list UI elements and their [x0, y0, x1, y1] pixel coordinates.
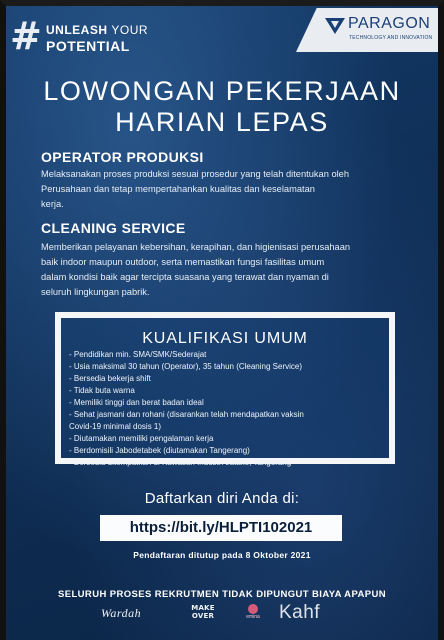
- qualifications-title: KUALIFIKASI UMUM: [142, 330, 308, 347]
- qualification-item: - Diutamakan memiliki pengalaman kerja: [69, 434, 214, 443]
- title-line1: LOWONGAN PEKERJAAN: [43, 76, 401, 106]
- operator-line: kerja.: [41, 199, 64, 209]
- brand-subtitle: TECHNOLOGY AND INNOVATION: [349, 35, 433, 41]
- qualification-item: - Sehat jasmani dan rohani (disarankan telah mendapatkan vaksin: [69, 410, 304, 419]
- registration-deadline: Pendaftaran ditutup pada 8 Oktober 2021: [133, 550, 311, 560]
- make-over-word2: OVER: [191, 612, 215, 620]
- kahf-logo: Kahf: [279, 602, 321, 623]
- qualification-item: - Bersedia bekerja shift: [69, 374, 151, 383]
- operator-heading: OPERATOR PRODUKSI: [41, 149, 204, 165]
- operator-line: Melaksanakan proses produksi sesuai prosedur yang telah ditentukan oleh: [41, 169, 350, 179]
- qualification-item: - Tidak buta warna: [69, 386, 135, 395]
- brand-name: PARAGON: [348, 15, 431, 32]
- make-over-logo: [188, 604, 218, 620]
- wardah-logo: Wardah: [101, 606, 142, 620]
- qualifications-list: [69, 349, 389, 469]
- qualification-item: - Usia maksimal 30 tahun (Operator), 35 tahun (Cleaning Service): [69, 362, 302, 371]
- cleaning-line: seluruh lingkungan pabrik.: [41, 287, 150, 297]
- qualification-item: - Bersedia ditempatkan di Kawasan Industri Jatake, Tangerang: [69, 458, 292, 467]
- qualification-item: - Pendidikan min. SMA/SMK/Sederajat: [69, 350, 207, 359]
- tagline-bold: UNLEASH: [46, 23, 108, 37]
- operator-description: [41, 167, 411, 212]
- registration-link-box[interactable]: [100, 515, 342, 541]
- registration-cta: Daftarkan diri Anda di:: [144, 490, 300, 507]
- tagline-line1: [46, 23, 148, 37]
- paragon-logo-icon: [325, 18, 345, 34]
- cleaning-line: dalam kondisi baik agar tercipta suasana yang terawat dan nyaman di: [41, 272, 329, 282]
- emina-word: emina: [246, 614, 260, 620]
- qualification-item: - Berdomisili Jabodetabek (diutamakan Tangerang): [69, 446, 250, 455]
- hashtag-icon: #: [10, 14, 42, 58]
- tagline: [46, 23, 148, 55]
- tagline-light: YOUR: [111, 23, 149, 37]
- emina-logo: [240, 604, 266, 621]
- cleaning-heading: CLEANING SERVICE: [41, 220, 186, 236]
- footer-note: SELURUH PROSES REKRUTMEN TIDAK DIPUNGUT BIAYA APAPUN: [58, 589, 386, 600]
- cleaning-line: Memberikan pelayanan kebersihan, kerapihan, dan higienisasi perusahaan: [41, 242, 351, 252]
- make-over-word1: MAKE: [191, 604, 215, 612]
- emina-icon: [248, 604, 258, 614]
- cleaning-description: [41, 240, 411, 300]
- brand-logos: [0, 603, 444, 625]
- qualifications-box: [55, 312, 395, 467]
- registration-link[interactable]: https://bit.ly/HLPTI102021: [129, 519, 313, 536]
- qualification-item: Covid-19 minimal dosis 1): [69, 422, 162, 431]
- tagline-line2: POTENTIAL: [46, 38, 130, 54]
- operator-line: Perusahaan dan tetap mempertahankan kualitas dan keselamatan: [41, 184, 315, 194]
- cleaning-line: baik indoor maupun outdoor, serta memastikan fungsi fasilitas umum: [41, 257, 325, 267]
- title-line2: HARIAN LEPAS: [115, 107, 329, 137]
- qualification-item: - Memiliki tinggi dan berat badan ideal: [69, 398, 204, 407]
